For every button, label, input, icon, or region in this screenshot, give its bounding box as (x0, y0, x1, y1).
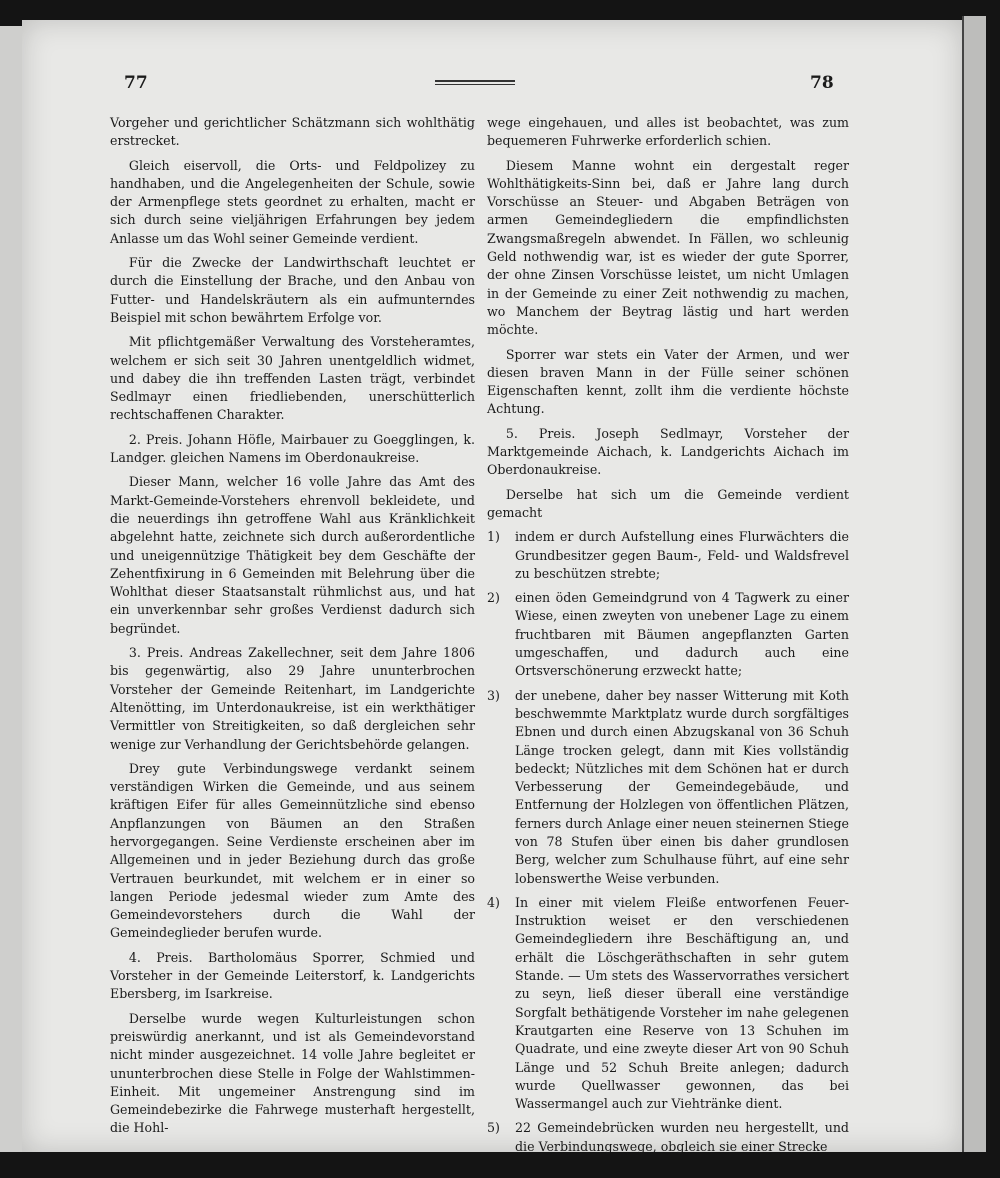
right-column-text (487, 114, 849, 1162)
left-page-edge (0, 26, 24, 1152)
list-item-text: einen öden Gemeindgrund von 4 Tagwerk zu einer Wiese, einen zweyten von unebener Lage zu einem fruchtbaren mit Bäumen angepflanzten Garten umgeschaffen, und dadurch auch eine Ortsverschönerung erzweckt hatte; (515, 590, 849, 679)
list-item (487, 1119, 849, 1156)
page-number-left: 77 (124, 73, 148, 93)
list-item-number: 3) (487, 687, 500, 703)
page-number-right: 78 (810, 73, 834, 93)
paragraph: Diesem Manne wohnt ein dergestalt reger Wohlthätigkeits-Sinn bei, daß er Jahre lang durch Vorschüsse an Steuer- und Abgaben Beträgen von armen Gemeindegliedern die empfindlichsten Zwangsmaßregeln abwendet. In Fällen, wo schleunig Geld nothwendig war, ist es wieder der gute Sporrer, der ohne Zinsen Vorschüsse leistet, um nicht Umlagen in der Gemeinde zu einer Zeit nothwendig zu machen, wo Manchem der Beytrag lästig und hart werden möchte. (487, 157, 849, 338)
list-item-text: 22 Gemeindebrücken wurden neu hergestellt, und die Verbindungswege, obgleich sie einer Strecke (515, 1120, 849, 1154)
left-column-text (110, 114, 475, 1144)
right-page-edge (962, 16, 986, 1152)
paragraph: Drey gute Verbindungswege verdankt seinem verständigen Wirken die Gemeinde, und aus seinem kräftigen Eifer für alles Gemeinnützliche sind ebenso Anpflanzungen von Bäumen an den Straßen hervorgegangen. Seine Verdienste erscheinen aber im Allgemeinen und in jeder Beziehung durch das große Vertrauen beurkundet, mit welchem er in einer so langen Periode jedesmal wieder zum Amte des Gemeindevorstehers durch die Wahl der Gemeindeglieder berufen wurde. (110, 760, 475, 941)
paragraph: wege eingehauen, und alles ist beobachtet, was zum bequemeren Fuhrwerke erforderlich schien. (487, 115, 849, 149)
paragraph: Gleich eiservoll, die Orts- und Feldpolizey zu handhaben, und die Angelegenheiten der Schule, sowie der Armenpflege stets geordnet zu erhalten, macht er sich durch seine vieljährigen Erfahrungen bey jedem Anlasse um das Wohl seiner Gemeinde verdient. (110, 157, 475, 246)
paragraph: Dieser Mann, welcher 16 volle Jahre das Amt des Markt-Gemeinde-Vorstehers ehrenvoll bekleidete, und die neuerdings ihn getroffene Wahl aus Kränklichkeit abgelehnt hatte, zeichnete sich durch außerordentliche und uneigennützige Thätigkeit bey dem Geschäfte der Zehentfixirung in 6 Gemeinden mit Belehrung über die Wohlthat dieser Staatsanstalt rühmlichst aus, und hat ein unverkennbar sehr großes Verdienst dadurch sich begründet. (110, 474, 475, 636)
list-item-text: In einer mit vielem Fleiße entworfenen Feuer-Instruktion weiset er den verschiedenen Gemeindegliedern ihre Beschäftigung an, und erhält die Löschgeräthschaften in sehr gutem Stande. — Um stets des Wasservorrathes versichert zu seyn, ließ dieser überall eine verständige Sorgfalt bethätigende Vorsteher im nahe gelegenen Krautgarten eine Reserve von 13 Schuhen im Quadrate, und eine zweyte dieser Art von 90 Schuh Länge und 52 Schuh Breite anlegen; dadurch wurde Quellwasser gewonnen, das bei Wassermangel auch zur Viehtränke dient. (515, 894, 849, 1112)
paragraph: Derselbe hat sich um die Gemeinde verdient gemacht (487, 486, 849, 520)
prize-heading: 4. Preis. Bartholomäus Sporrer, Schmied und Vorsteher in der Gemeinde Leiterstorf, k. Landgerichts Ebersberg, im Isarkreise. (110, 949, 475, 1002)
list-item-number: 4) (487, 894, 500, 910)
list-item (487, 687, 849, 888)
list-item-text: indem er durch Aufstellung eines Flurwächters die Grundbesitzer gegen Baum-, Feld- und Waldsfrevel zu beschützen strebte; (515, 529, 849, 581)
paragraph: Vorgeher und gerichtlicher Schätzmann sich wohlthätig erstrecket. (110, 115, 475, 149)
paragraph: Derselbe wurde wegen Kulturleistungen schon preiswürdig anerkannt, und ist als Gemeindevorstand nicht minder ausgezeichnet. 14 volle Jahre begleitet er ununterbrochen diese Stelle in Folge der Wahlstimmen-Einheit. Mit ungemeiner Anstrengung sind im Gemeindebezirke die Fahrwege musterhaft hergestellt, die Hohl- (110, 1010, 475, 1136)
paragraph: Für die Zwecke der Landwirthschaft leuchtet er durch die Einstellung der Brache, und den Anbau von Futter- und Handelskräutern als ein aufmunterndes Beispiel mit schon bewährtem Erfolge vor. (110, 255, 475, 325)
list-item (487, 528, 849, 583)
prize-heading: 5. Preis. Joseph Sedlmayr, Vorsteher der Marktgemeinde Aichach, k. Landgerichts Aichach im Oberdonaukreise. (487, 425, 849, 478)
header-rule (435, 80, 515, 85)
paragraph: Sporrer war stets ein Vater der Armen, und wer diesen braven Mann in der Fülle seiner schönen Eigenschaften kennt, zollt ihm die verdiente höchste Achtung. (487, 346, 849, 417)
list-item (487, 894, 849, 1114)
list-item-number: 5) (487, 1120, 500, 1136)
prize-heading: 3. Preis. Andreas Zakellechner, seit dem Jahre 1806 bis gegenwärtig, also 29 Jahre ununterbrochen Vorsteher der Gemeinde Reitenhart, im Landgerichte Altenötting, im Unterdonaukreise, ist ein werkthätiger Vermittler von Streitigkeiten, so daß dergleichen sehr wenige zur Verhandlung der Gerichtsbehörde gelangen. (110, 645, 475, 752)
paragraph: Mit pflichtgemäßer Verwaltung des Vorsteheramtes, welchem er sich seit 30 Jahren unentgeldlich widmet, und dabey die ihn treffenden Lasten trägt, verbindet Sedlmayr einen friedliebenden, unerschütterlich rechtschaffenen Charakter. (110, 334, 475, 423)
prize-heading: 2. Preis. Johann Höfle, Mairbauer zu Goegglingen, k. Landger. gleichen Namens im Oberdonaukreise. (110, 431, 475, 466)
list-item-text: der unebene, daher bey nasser Witterung mit Koth beschwemmte Marktplatz wurde durch sorgfältiges Ebnen und durch einen Abzugskanal von 36 Schuh Länge trocken gelegt, dann mit Kies vollständig bedeckt; Nützliches mit dem Schönen hat er durch Verbesserung der Gemeindegebäude, und Entfernung der Holzlegen von öffentlichen Plätzen, ferners durch Anlage einer neuen steinernen Stiege von 78 Stufen über einen bis daher grundlosen Berg, welcher zum Schulhause führt, auf eine sehr lobenswerthe Weise verbunden. (515, 687, 849, 886)
list-item (487, 589, 849, 680)
list-item-number: 1) (487, 529, 500, 545)
list-item-number: 2) (487, 590, 500, 606)
